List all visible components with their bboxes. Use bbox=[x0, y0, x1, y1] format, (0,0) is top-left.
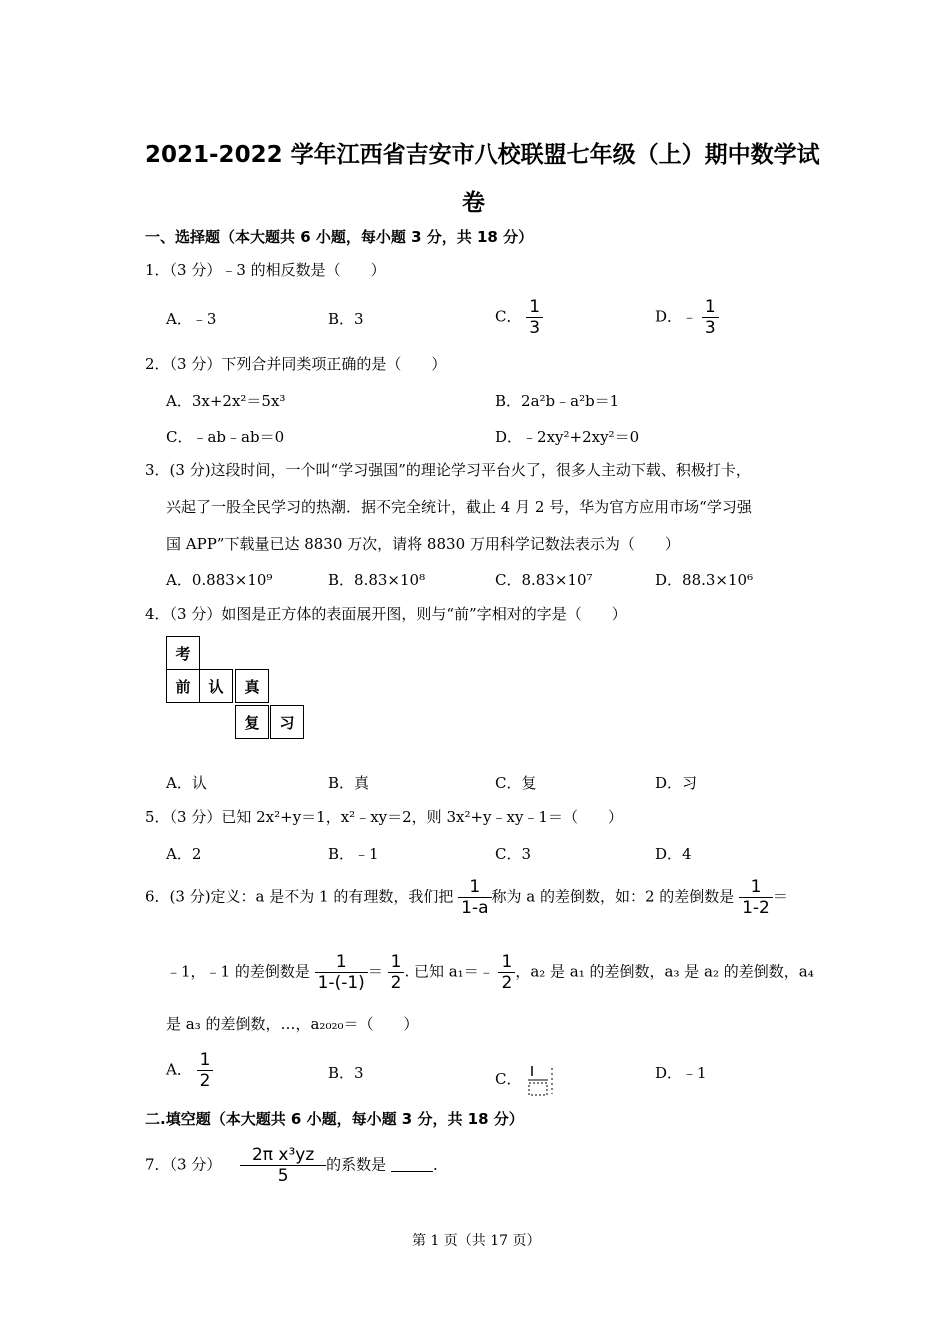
fraction-numerator: 1 bbox=[750, 877, 762, 897]
question-6-line2 bbox=[166, 952, 814, 993]
q6-text-3: ＝ bbox=[772, 887, 788, 906]
answer-blank[interactable] bbox=[391, 1157, 433, 1172]
q6-fraction-example bbox=[739, 877, 773, 918]
fraction-numerator: 1 bbox=[704, 297, 716, 317]
fraction-denominator: 3 bbox=[702, 317, 719, 338]
page-title-line2: 卷 bbox=[462, 190, 485, 216]
q1-option-c-label: C． bbox=[495, 307, 522, 326]
question-3-line1: 3．(3 分)这段时间，一个叫“学习强国”的理论学习平台火了，很多人主动下载、积极打卡， bbox=[145, 461, 751, 479]
q6-text-4: ﹣1，﹣1 的差倒数是 bbox=[166, 962, 310, 981]
cube-cell-qian: 前 bbox=[166, 669, 200, 703]
question-5-stem: 5．（3 分）已知 2x²+y＝1，x²﹣xy＝2，则 3x²+y﹣xy﹣1＝（ ） bbox=[145, 808, 623, 826]
q6-option-c[interactable] bbox=[495, 1062, 556, 1098]
q3-option-a[interactable]: A．0.883×10⁹ bbox=[166, 571, 273, 589]
q6-text-6: . 已知 a₁＝﹣ bbox=[404, 962, 494, 981]
fraction-denominator: 3 bbox=[526, 317, 543, 338]
q6-fraction-neg1 bbox=[315, 952, 368, 993]
question-7 bbox=[145, 1145, 448, 1186]
q6-text-5: ＝ bbox=[367, 962, 383, 981]
fraction-numerator: 1 bbox=[501, 952, 513, 972]
question-3-line2: 兴起了一股全民学习的热潮．据不完全统计，截止 4 月 2 号，华为官方应用市场“学习强 bbox=[166, 498, 752, 516]
fraction-denominator: 2 bbox=[197, 1070, 214, 1091]
q2-option-d[interactable]: D．﹣2xy²+2xy²＝0 bbox=[495, 428, 640, 446]
fraction-denominator: 1-(-1) bbox=[315, 972, 368, 993]
q1-option-c-fraction bbox=[526, 297, 543, 338]
cube-cell-fu: 复 bbox=[235, 705, 269, 739]
q1-option-d-fraction bbox=[702, 297, 719, 338]
q4-option-a[interactable]: A．认 bbox=[166, 774, 207, 792]
q6-option-a[interactable] bbox=[166, 1050, 213, 1091]
fraction-denominator: 1-a bbox=[458, 897, 491, 918]
q6-option-a-fraction bbox=[197, 1050, 214, 1091]
q6-option-c-label: C． bbox=[495, 1070, 522, 1088]
section-heading-fill: 二.填空题（本大题共 6 小题，每小题 3 分，共 18 分） bbox=[145, 1110, 524, 1128]
q7-prefix: 7．（3 分） bbox=[145, 1155, 222, 1174]
q7-fraction bbox=[240, 1145, 326, 1186]
question-3-line3: 国 APP”下载量已达 8830 万次，请将 8830 万用科学记数法表示为（ ） bbox=[166, 535, 680, 553]
question-4-stem: 4．（3 分）如图是正方体的表面展开图，则与“前”字相对的字是（ ） bbox=[145, 605, 627, 623]
question-1-stem: 1．（3 分）﹣3 的相反数是（ ） bbox=[145, 261, 386, 279]
q3-option-c[interactable]: C．8.83×10⁷ bbox=[495, 571, 593, 589]
q6-text-7: ，a₂ 是 a₁ 的差倒数，a₃ 是 a₂ 的差倒数，a₄ bbox=[515, 962, 814, 981]
q3-option-b[interactable]: B．8.83×10⁸ bbox=[328, 571, 426, 589]
question-6-line1 bbox=[145, 877, 788, 918]
q4-option-d[interactable]: D．习 bbox=[655, 774, 698, 792]
q2-option-a[interactable]: A．3x+2x²＝5x³ bbox=[166, 392, 286, 410]
fraction-numerator: 1 bbox=[335, 952, 347, 972]
page-footer: 第 1 页（共 17 页） bbox=[412, 1233, 541, 1249]
q6-fraction-def bbox=[458, 877, 491, 918]
q6-option-d[interactable]: D．﹣1 bbox=[655, 1064, 707, 1082]
fraction-denominator: 2 bbox=[388, 972, 405, 993]
q5-option-a[interactable]: A．2 bbox=[166, 845, 202, 863]
cube-cell-zhen: 真 bbox=[235, 669, 269, 703]
q6-option-c-broken-image-icon bbox=[526, 1062, 556, 1098]
q7-suffix: 的系数是 bbox=[326, 1155, 387, 1174]
fraction-numerator: 1 bbox=[469, 877, 481, 897]
q6-option-b[interactable]: B．3 bbox=[328, 1064, 364, 1082]
q3-option-d[interactable]: D．88.3×10⁶ bbox=[655, 571, 754, 589]
page-title-line1: 2021-2022 学年江西省吉安市八校联盟七年级（上）期中数学试 bbox=[145, 142, 820, 168]
q1-option-b[interactable]: B．3 bbox=[328, 310, 364, 328]
q2-option-c[interactable]: C．﹣ab﹣ab＝0 bbox=[166, 428, 285, 446]
section-heading-choice: 一、选择题（本大题共 6 小题，每小题 3 分，共 18 分） bbox=[145, 228, 534, 246]
q1-option-d-sign: ﹣ bbox=[682, 307, 698, 326]
q1-option-c[interactable] bbox=[495, 297, 543, 338]
cube-cell-xi: 习 bbox=[270, 705, 304, 739]
q1-option-a[interactable]: A．﹣3 bbox=[166, 310, 217, 328]
q6-fraction-a1 bbox=[498, 952, 515, 993]
q2-option-b[interactable]: B．2a²b﹣a²b＝1 bbox=[495, 392, 620, 410]
fraction-denominator: 1-2 bbox=[739, 897, 773, 918]
fraction-numerator: 1 bbox=[529, 297, 541, 317]
fraction-numerator: 1 bbox=[390, 952, 402, 972]
q6-text-1: 6．(3 分)定义：a 是不为 1 的有理数，我们把 bbox=[145, 887, 454, 906]
q6-fraction-half bbox=[388, 952, 405, 993]
q1-option-d-label: D． bbox=[655, 307, 683, 326]
fraction-denominator: 2 bbox=[498, 972, 515, 993]
q1-option-d[interactable] bbox=[655, 297, 719, 338]
cube-cell-kao: 考 bbox=[166, 636, 200, 670]
fraction-numerator: 1 bbox=[199, 1050, 211, 1070]
q5-option-b[interactable]: B．﹣1 bbox=[328, 845, 379, 863]
q6-option-a-label: A． bbox=[166, 1060, 192, 1079]
question-2-stem: 2．（3 分）下列合并同类项正确的是（ ） bbox=[145, 355, 447, 373]
question-6-line3: 是 a₃ 的差倒数，…，a₂₀₂₀＝（ ） bbox=[166, 1015, 419, 1033]
q5-option-d[interactable]: D．4 bbox=[655, 845, 692, 863]
q4-option-b[interactable]: B．真 bbox=[328, 774, 370, 792]
q7-end: ． bbox=[432, 1155, 448, 1174]
cube-cell-ren: 认 bbox=[199, 669, 233, 703]
fraction-denominator: 5 bbox=[240, 1165, 326, 1186]
q4-option-c[interactable]: C．复 bbox=[495, 774, 537, 792]
q5-option-c[interactable]: C．3 bbox=[495, 845, 532, 863]
q6-text-2: 称为 a 的差倒数，如：2 的差倒数是 bbox=[491, 887, 735, 906]
fraction-numerator: 2π x³yz bbox=[251, 1145, 315, 1165]
